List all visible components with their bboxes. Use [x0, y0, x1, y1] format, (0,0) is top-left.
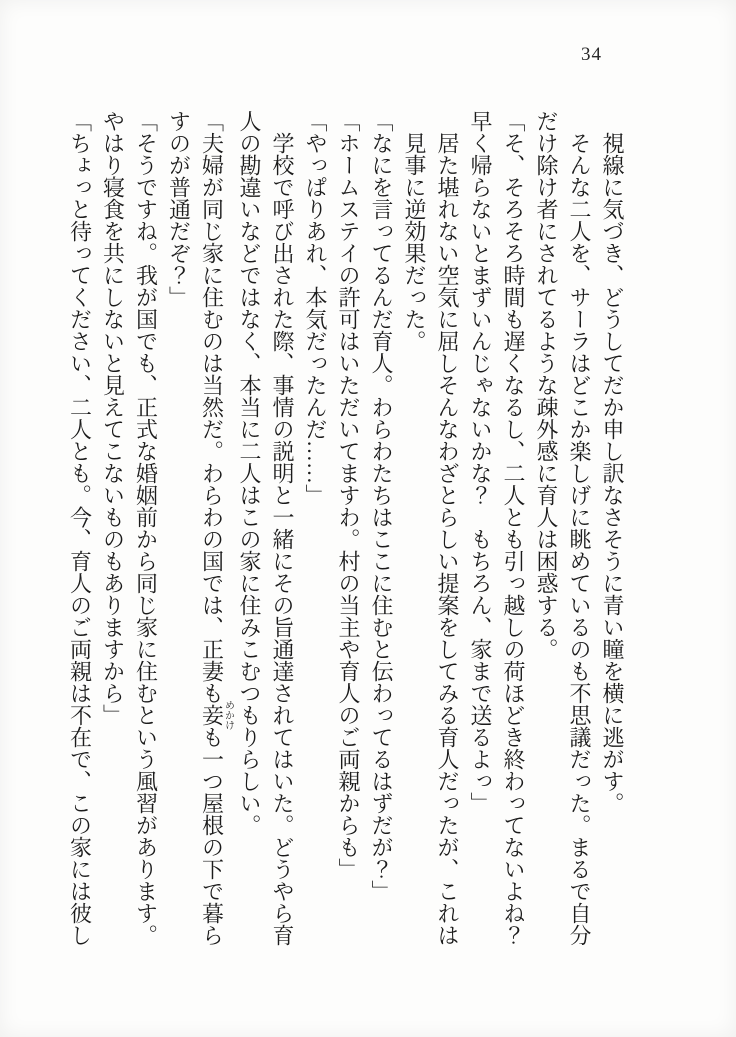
- furigana-text: めかけ: [222, 700, 234, 730]
- furigana-ruby: 妾めかけ: [199, 700, 234, 730]
- text-line: 視線に気づき、どうしてだか申し訳なさそうに青い瞳を横に逃がす。: [600, 132, 625, 814]
- text-line: 「ホームステイの許可はいただいてますわ。村の当主や育人のご両親からも」: [336, 110, 361, 880]
- text-line: 居た堪れない空気に屈しそんなわざとらしい提案をしてみる育人だったが、これは: [435, 132, 460, 946]
- text-line: 見事に逆効果だった。: [402, 132, 427, 352]
- text-line: だけ除け者にされてるような疎外感に育人は困惑する。: [534, 110, 559, 660]
- text-line: 学校で呼び出された際、事情の説明と一緒にその旨通達されてはいた。どうやら育: [270, 132, 295, 946]
- text-line: すのが普通だぞ？」: [166, 110, 192, 308]
- text-line: 「そうですね。我が国でも、正式な婚姻前から同じ家に住むという風習があります。: [133, 110, 159, 946]
- text-line: 「そ、そろそろ時間も遅くなるし、二人とも引っ越しの荷ほどき終わってないよね？: [501, 110, 526, 946]
- text-line: 「やっぱりあれ、本気だったんだ……」: [303, 110, 328, 506]
- text-line: そんな二人を、サーラはどこか楽しげに眺めているのも不思議だった。まるで自分: [567, 132, 592, 946]
- text-line: 「ちょっと待ってください、二人とも。今、育人のご両親は不在で、この家には彼し: [67, 110, 93, 946]
- text-line: 「夫婦が同じ家に住むのは当然だ。わらわの国では、正妻も妾めかけも一つ屋根の下で暮ら: [199, 110, 234, 946]
- text-line: 「なにを言ってるんだ育人。わらわたちはここに住むと伝わってるはずだが？」: [369, 110, 394, 902]
- text-line: 早く帰らないとまずいんじゃないかな？ もちろん、家まで送るよっ」: [468, 110, 493, 814]
- text-block: [68, 110, 629, 946]
- text-line: やはり寝食を共にしないと見えてこないものもありますから」: [100, 110, 126, 726]
- page-number: 34: [581, 44, 602, 65]
- text-line: 人の勘違いなどではなく、本当に二人はこの家に住みこむつもりらしい。: [237, 110, 262, 836]
